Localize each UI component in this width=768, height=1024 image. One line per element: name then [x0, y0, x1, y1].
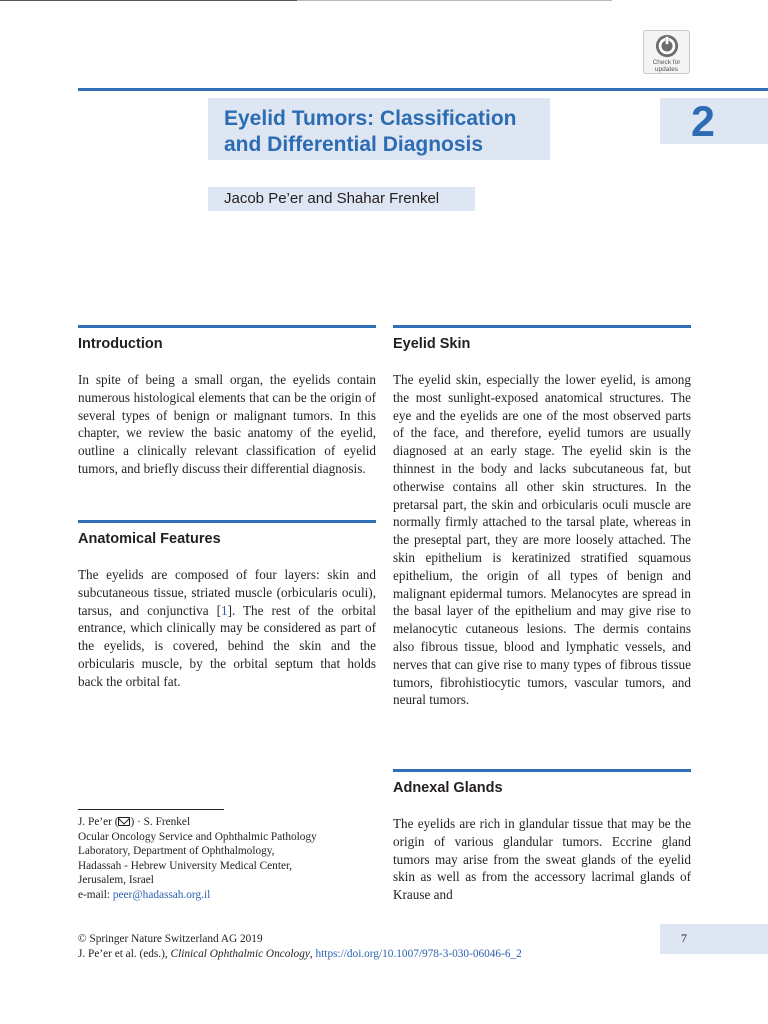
anatomical-text-end: ]. The rest of the orbital entrance, which clinically may be considered as part of the eyelids, is covered, behind the skin and the orbicularis muscle, by the orbital septum that holds back the orbital fat. [78, 602, 376, 689]
eyelid-skin-section [393, 325, 691, 353]
citation-link[interactable]: 1 [220, 602, 228, 618]
section-rule [393, 769, 691, 772]
affiliation-line-4: Hadassah - Hebrew University Medical Center, [78, 859, 293, 872]
doi-link[interactable]: https://doi.org/10.1007/978-3-030-06046-6_2 [315, 948, 522, 960]
check-for-updates-badge[interactable] [643, 30, 690, 74]
adnexal-section [393, 769, 691, 797]
chapter-title-line-1: Eyelid Tumors: Classification [224, 107, 517, 130]
adnexal-heading: Adnexal Glands [393, 780, 503, 796]
chapter-title-line-2: and Differential Diagnosis [224, 133, 484, 156]
chapter-authors: Jacob Pe’er and Shahar Frenkel [208, 187, 475, 211]
chapter-rule [78, 88, 768, 91]
chapter-number: 2 [691, 98, 715, 146]
affiliation-email-line: e-mail: peer@hadassah.org.il [78, 888, 211, 901]
adnexal-text: The eyelids are rich in glandular tissue that may be the origin of various glandular tumors. Eccrine gland tumors may arise from the sweat glands of the eyelid skin as well as from the accessory lacrimal glands of Krause and [393, 816, 691, 903]
affiliation-authors: J. Pe’er ( ) · S. Frenkel [78, 816, 191, 828]
section-rule [78, 520, 376, 523]
section-rule [78, 325, 376, 328]
email-link[interactable]: peer@hadassah.org.il [112, 888, 211, 901]
author-affiliation [78, 815, 378, 903]
eyelid-skin-heading: Eyelid Skin [393, 336, 471, 352]
top-rule-accent [0, 0, 297, 1]
chapter-title-box [208, 98, 550, 160]
book-title: Clinical Ophthalmic Oncology [170, 948, 310, 960]
check-for-updates-label [653, 59, 681, 73]
anatomical-text [78, 566, 376, 691]
copyright-notice: © Springer Nature Switzerland AG 2019 [78, 933, 263, 945]
affiliation-line-3: Laboratory, Department of Ophthalmology, [78, 845, 275, 858]
anatomical-section [78, 520, 376, 548]
check-for-updates-icon [654, 34, 680, 58]
introduction-text: In spite of being a small organ, the eyelids contain numerous histological elements that can be the origin of several types of benign or malignant tumors. In this chapter, we review the basic anatomy of the eyelid, outline a clinically relevant classification of eyelid tumors, and briefly discuss their differential diagnosis. [78, 372, 376, 476]
anatomical-heading: Anatomical Features [78, 531, 221, 547]
section-rule [393, 325, 691, 328]
envelope-icon [118, 817, 130, 826]
citation-line: J. Pe’er et al. (eds.), Clinical Ophthalmic Oncology, https://doi.org/10.1007/978-3-030-06046-6_2 [78, 948, 522, 960]
badge-line-1: Check for [652, 59, 681, 66]
affiliation-line-5: Jerusalem, Israel [78, 874, 154, 887]
badge-line-2: updates [654, 66, 679, 73]
introduction-heading: Introduction [78, 336, 163, 352]
page-number: 7 [681, 931, 687, 945]
introduction-section [78, 325, 376, 353]
affiliation-line-2: Ocular Oncology Service and Ophthalmic Pathology [78, 830, 317, 843]
page-number-box [660, 924, 768, 954]
eyelid-skin-text: The eyelid skin, especially the lower eyelid, is among the most sunlight-exposed anatomical structures. The eye and the eyelids are one of the most observed parts of the face, and therefore, eyelid tumors are usually diagnosed at an early stage. The eyelid skin is the thinnest in the body and lacks subcutaneous fat, but otherwise contains all other skin structures. In the pretarsal part, the skin and orbicularis oculi muscle are normally firmly attached to the tarsal plate, whereas in the preseptal part, they are more loosely attached. The skin epithelium is keratinized stratified squamous epithelium, the origin of all types of benign and malignant epidermal tumors. Melanocytes are spread in the basal layer of the epithelium and may give rise to melanocytic cutaneous lesions. The dermis contains also fibrous tissue, blood and lymphatic vessels, and nerves that can give rise to many types of fibrous tissue tumors, fibrohistiocytic tumors, vascular tumors, and neural tumors. [393, 372, 691, 708]
footnote-rule [78, 809, 224, 810]
anatomical-text-start: The eyelids are composed of four layers: skin and subcutaneous tissue, striated muscle (orbicularis oculi), tarsus, and conjunctiva [ [78, 567, 376, 618]
